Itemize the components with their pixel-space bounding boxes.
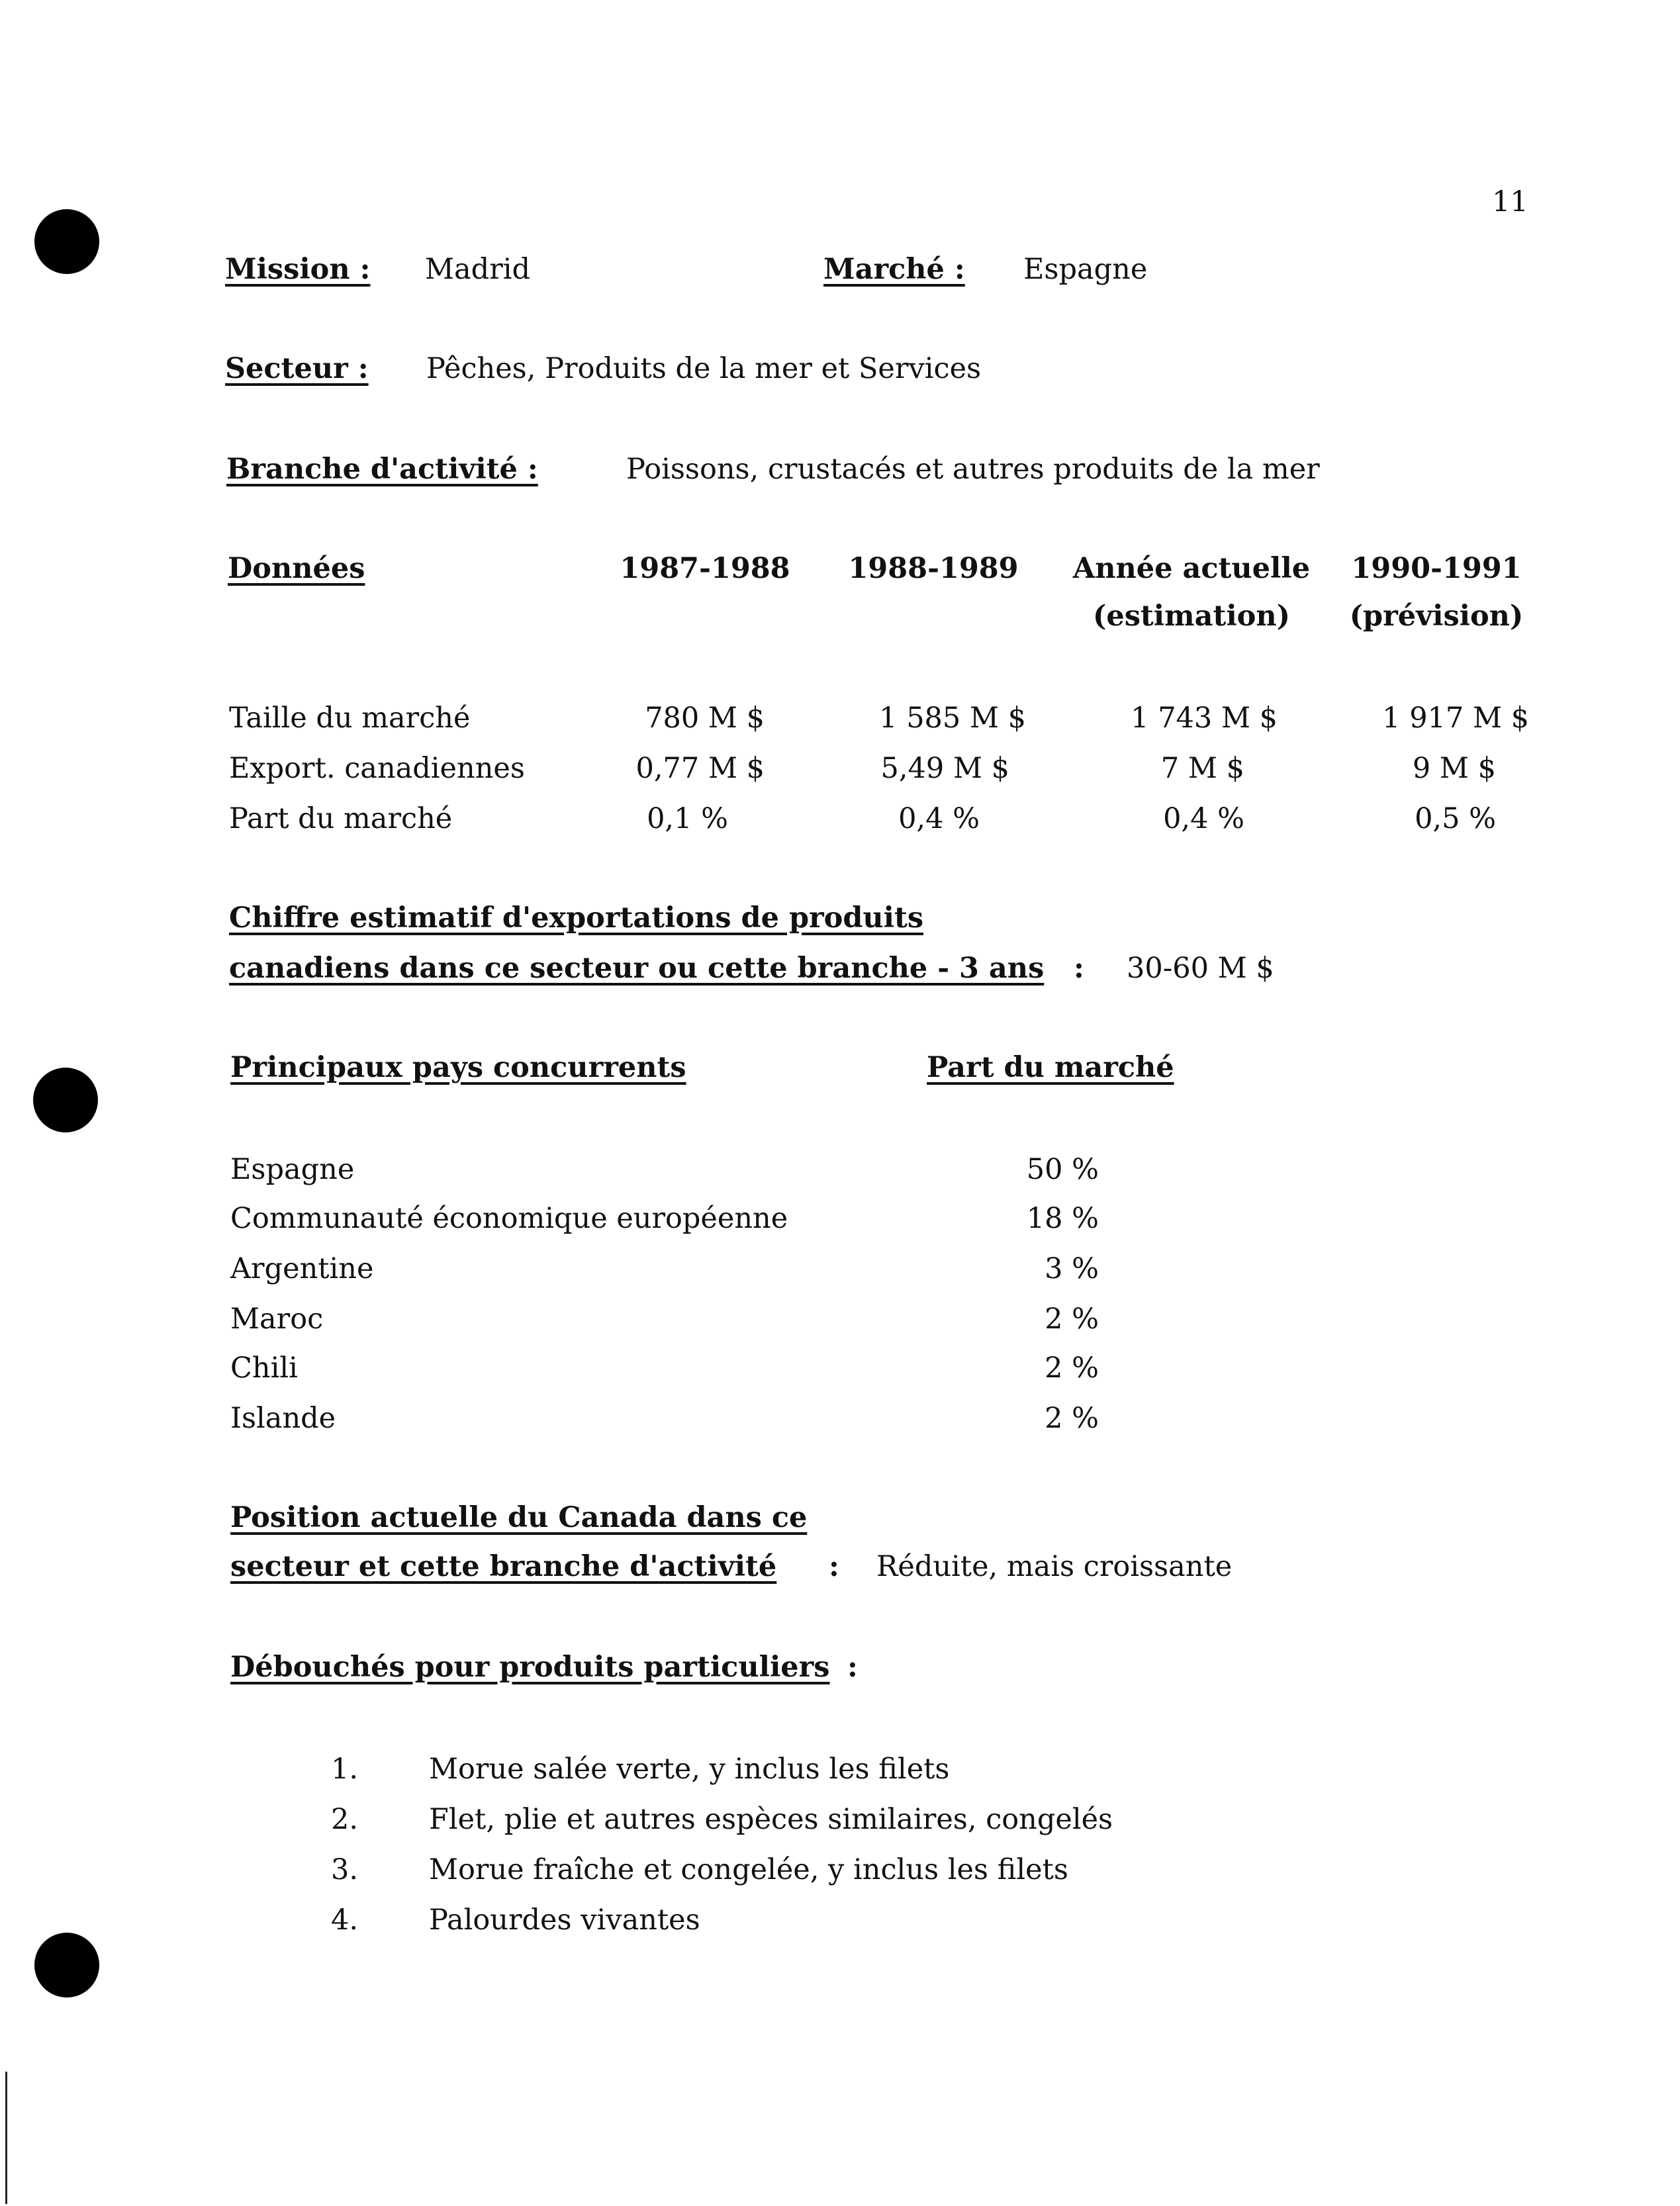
binder-hole-bottom [34,1933,99,1998]
table-cell: 1 917 M $ [1382,702,1529,735]
table-cell: 1 585 M $ [879,702,1026,735]
column-header-current-year-note: (estimation) [1093,600,1290,633]
competitor-country: Chili [230,1352,298,1385]
table-cell: 5,49 M $ [880,752,1009,785]
competitors-header: Principaux pays concurrents [230,1051,686,1084]
secteur-value: Pêches, Produits de la mer et Services [426,352,982,385]
marche-value: Espagne [1023,253,1148,286]
estimate-colon: : [1074,952,1084,985]
table-row-label: Part du marché [229,802,453,835]
table-cell: 780 M $ [645,702,765,735]
position-label-line1: Position actuelle du Canada dans ce [230,1501,808,1534]
list-item: Palourdes vivantes [429,1904,700,1937]
mission-value: Madrid [425,253,531,286]
estimate-label-line1: Chiffre estimatif d'exportations de produits [229,901,924,935]
branche-value: Poissons, crustacés et autres produits de la mer [626,453,1320,486]
position-colon: : [829,1550,839,1583]
position-value: Réduite, mais croissante [876,1550,1233,1583]
competitors-share-header: Part du marché [927,1051,1174,1084]
marche-label: Marché : [823,253,965,286]
competitor-share: 18 % [1026,1202,1099,1235]
table-row-label: Taille du marché [229,702,471,735]
table-cell: 9 M $ [1412,752,1496,785]
secteur-label: Secteur : [225,352,369,385]
estimate-label-line2: canadiens dans ce secteur ou cette branche - 3 ans [229,952,1045,985]
binder-hole-middle [33,1068,98,1132]
competitor-country: Argentine [230,1252,374,1285]
table-cell: 0,77 M $ [635,752,765,785]
competitor-share: 50 % [1026,1153,1099,1186]
table-cell: 0,4 % [898,802,980,835]
competitor-country: Islande [230,1402,336,1435]
table-cell: 0,5 % [1415,802,1496,835]
list-item-number: 3. [331,1853,359,1886]
competitor-share: 3 % [1045,1252,1099,1285]
table-cell: 0,4 % [1163,802,1244,835]
column-header-1987: 1987-1988 [620,552,790,585]
binder-hole-top [34,209,99,274]
scan-edge-line [5,2072,7,2204]
mission-label: Mission : [225,253,371,286]
table-cell: 7 M $ [1160,752,1244,785]
table-row-label: Export. canadiennes [229,752,525,785]
position-label-line2: secteur et cette branche d'activité [230,1550,777,1583]
table-cell: 1 743 M $ [1131,702,1278,735]
competitor-country: Espagne [230,1153,355,1186]
competitor-share: 2 % [1045,1303,1099,1336]
column-header-1990-note: (prévision) [1349,600,1524,633]
donnees-label: Données [228,552,365,585]
competitor-country: Maroc [230,1303,324,1336]
competitor-country: Communauté économique européenne [230,1202,788,1235]
branche-label: Branche d'activité : [226,453,538,486]
list-item: Morue salée verte, y inclus les filets [429,1753,950,1786]
list-item: Morue fraîche et congelée, y inclus les filets [429,1853,1068,1886]
list-item-number: 2. [331,1803,359,1836]
list-item-number: 1. [331,1753,359,1786]
debouches-label: Débouchés pour produits particuliers [230,1651,830,1684]
estimate-value: 30-60 M $ [1127,952,1274,985]
column-header-1988: 1988-1989 [848,552,1019,585]
page-number: 11 [1492,185,1528,218]
column-header-1990: 1990-1991 [1351,552,1522,585]
table-cell: 0,1 % [647,802,728,835]
list-item-number: 4. [331,1904,359,1937]
competitor-share: 2 % [1045,1352,1099,1385]
competitor-share: 2 % [1045,1402,1099,1435]
column-header-current-year: Année actuelle [1072,552,1311,585]
list-item: Flet, plie et autres espèces similaires, congelés [429,1803,1113,1836]
debouches-colon: : [847,1651,858,1684]
